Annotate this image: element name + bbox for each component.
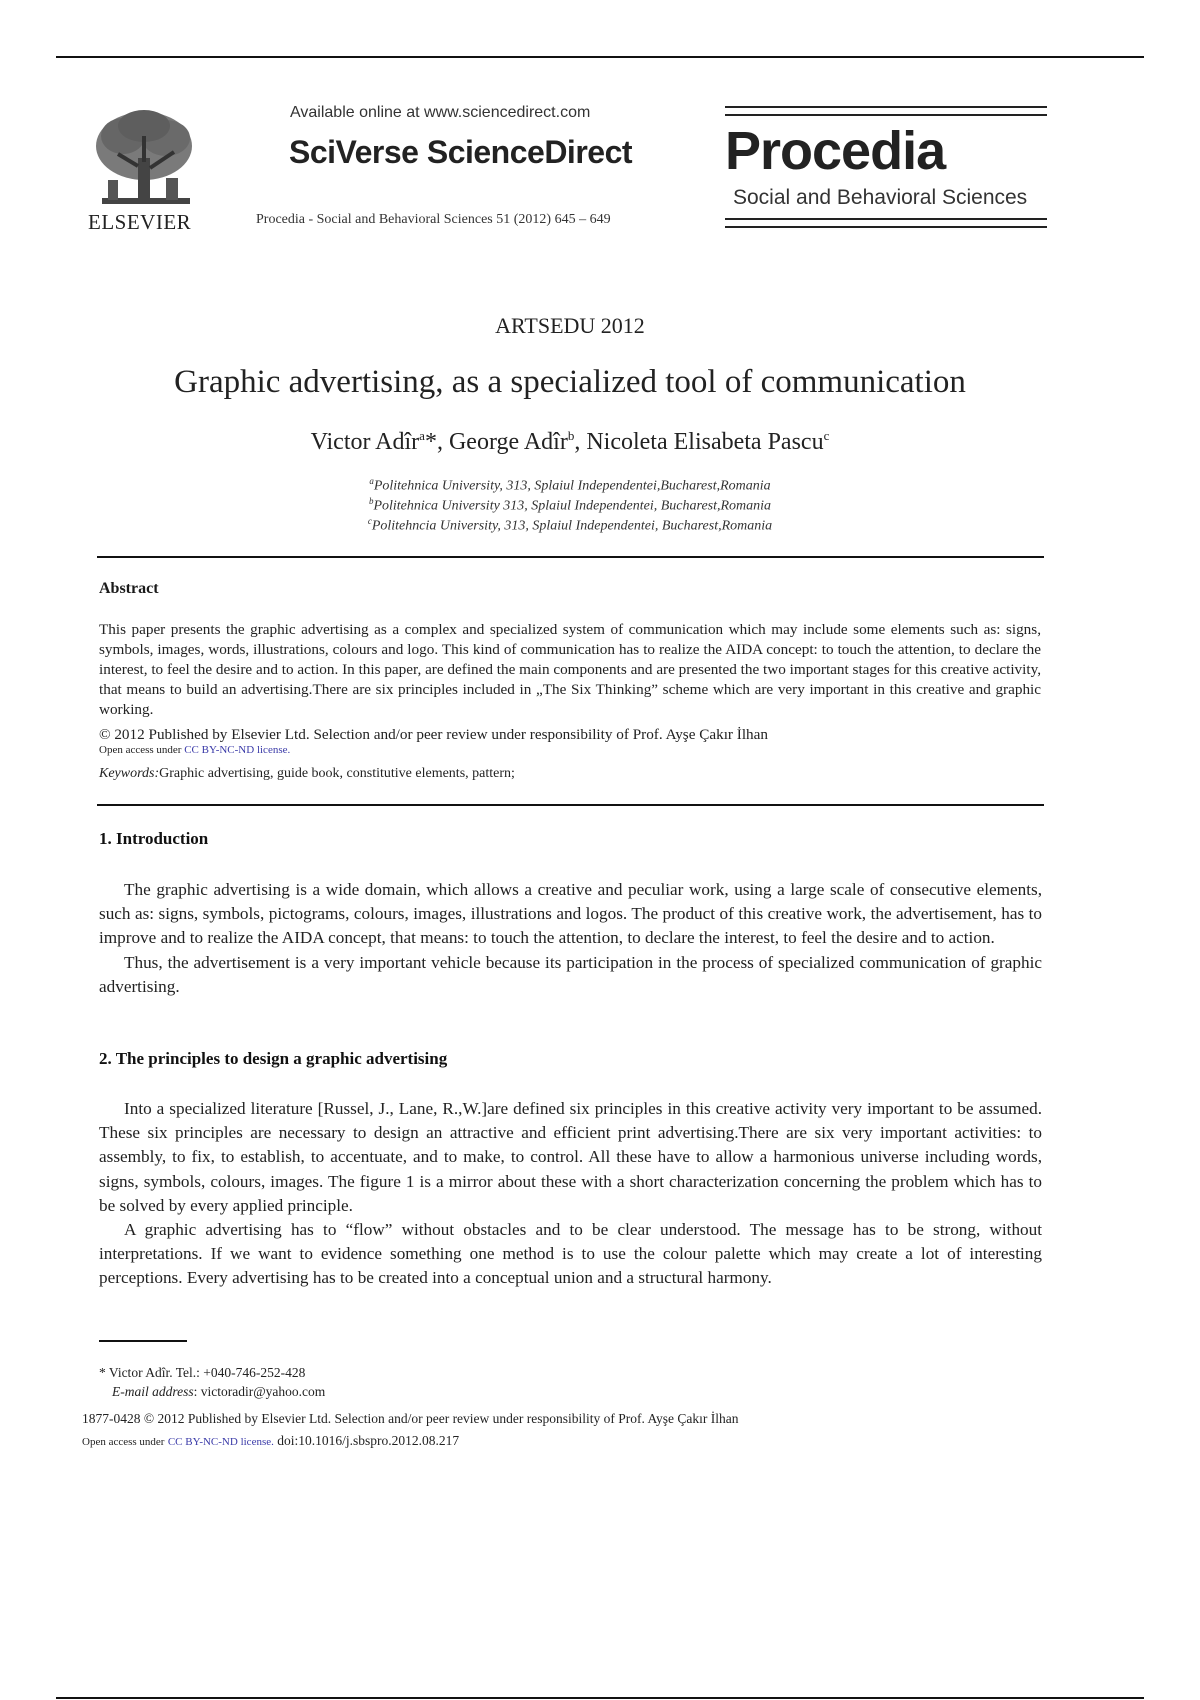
issn-line: 1877-0428 © 2012 Published by Elsevier Ltd. Selection and/or peer review under responsibility of Prof. Ayşe Çakır İlhan bbox=[82, 1411, 739, 1426]
copyright-text: © 2012 Published by Elsevier Ltd. Selection and/or peer review under responsibility of Prof. Ayşe Çakır İlhan bbox=[99, 726, 768, 743]
author-name: Nicoleta Elisabeta Pascu bbox=[586, 429, 824, 455]
publisher-name: ELSEVIER bbox=[88, 210, 192, 234]
procedia-rule-bottom-2 bbox=[725, 226, 1047, 228]
conference-name: ARTSEDU 2012 bbox=[495, 313, 645, 338]
affiliation bbox=[0, 516, 1140, 535]
author-name: Victor Adîr bbox=[310, 429, 420, 455]
open-access-prefix: Open access under bbox=[99, 744, 182, 756]
section-body bbox=[99, 1097, 1042, 1291]
affiliation-text: Politehnica University 313, Splaiul Independentei, Bucharest,Romania bbox=[373, 498, 772, 514]
affiliation bbox=[0, 476, 1140, 495]
platform-logo-text: SciVerse ScienceDirect bbox=[289, 134, 633, 170]
procedia-rule-top-1 bbox=[725, 106, 1047, 108]
bottom-rule bbox=[56, 1697, 1144, 1699]
section-heading: 1. Introduction bbox=[99, 829, 209, 848]
affiliation-sup: b bbox=[368, 496, 374, 506]
paragraph: Into a specialized literature [Russel, J., Lane, R.,W.]are defined six principles in this creative activity very important to be assumed. These six principles are necessary to design an attractive and efficient print advertising.There are six very important activities: to assembly, to fix, to establish, to accentuate, and to make, to control. All these have to allow a harmonious universe including words, signs, symbols, colours, images. The figure 1 is a mirror about these with a short characterization concerning the problem which has to be solved by every applied principle. bbox=[99, 1099, 1042, 1215]
email-address[interactable]: : victoradir@yahoo.com bbox=[193, 1384, 326, 1399]
affiliation-text: Politehnica University, 313, Splaiul Independentei,Bucharest,Romania bbox=[373, 478, 771, 494]
affiliation-text: Politehncia University, 313, Splaiul Independentei, Bucharest,Romania bbox=[371, 518, 773, 534]
doi[interactable]: doi:10.1016/j.sbspro.2012.08.217 bbox=[277, 1433, 460, 1448]
procedia-rule-bottom-1 bbox=[725, 218, 1047, 220]
paragraph: The graphic advertising is a wide domain, which allows a creative and peculiar work, using a large scale of consecutive elements, such as: signs, symbols, pictograms, colours, images, illustrations and logos. The product of this creative work, the advertisement, has to improve and to realize the AIDA concept, that means: to touch the attention, to declare the interest, to feel the desire and to action. bbox=[99, 880, 1042, 948]
author-name: George Adîr bbox=[448, 429, 568, 455]
abstract-heading: Abstract bbox=[99, 580, 159, 597]
license-link[interactable]: CC BY-NC-ND license. bbox=[167, 1436, 274, 1448]
keywords-text: Graphic advertising, guide book, constitutive elements, pattern; bbox=[159, 766, 515, 781]
abstract-text: This paper presents the graphic advertising as a complex and specialized system of communication which may include some elements such as: signs, symbols, images, words, illustrations, colours and logo. This kind of communication has to realize the AIDA concept: to touch the attention, to declare the interest, to feel the desire and to action. In this paper, are defined the main components and are presented the two important stages for this creative activity, that means to build an advertising.There are six principles included in „The Six Thinking” scheme which are very important in this creative and graphic working. bbox=[99, 621, 1041, 718]
email-label: E-mail address bbox=[112, 1384, 194, 1399]
journal-name: Procedia bbox=[725, 121, 946, 181]
paragraph: Thus, the advertisement is a very important vehicle because its participation in the process of specialized communication of graphic advertising. bbox=[99, 952, 1042, 996]
affiliation-sup: c bbox=[367, 516, 372, 526]
keywords bbox=[99, 766, 515, 782]
journal-citation: Procedia - Social and Behavioral Sciences 51 (2012) 645 – 649 bbox=[256, 212, 611, 227]
procedia-rule-top-2 bbox=[725, 114, 1047, 116]
procedia-logo bbox=[725, 106, 1047, 230]
corresponding-mark: * bbox=[424, 429, 437, 455]
abstract-rule-top bbox=[97, 556, 1044, 558]
affiliation bbox=[0, 496, 1140, 515]
keywords-label: Keywords: bbox=[99, 766, 160, 781]
footnote-rule bbox=[99, 1340, 187, 1342]
available-online-text[interactable]: Available online at www.sciencedirect.com bbox=[290, 104, 591, 121]
journal-subtitle: Social and Behavioral Sciences bbox=[733, 186, 1028, 209]
footer-open-access bbox=[82, 1433, 459, 1449]
footnote-email bbox=[112, 1384, 325, 1400]
paper-title: Graphic advertising, as a specialized tool of communication bbox=[174, 364, 966, 400]
section-heading: 2. The principles to design a graphic advertising bbox=[99, 1049, 448, 1068]
open-access-prefix: Open access under bbox=[82, 1436, 165, 1448]
author-list: Victor Adîr$^a$*, George Adîr$^b$, Nicoleta Elisabeta Pascu$^c$ bbox=[310, 428, 830, 455]
author-sup: c bbox=[823, 428, 830, 443]
license-link[interactable]: CC BY-NC-ND license. bbox=[184, 744, 291, 756]
abstract-copyright bbox=[99, 726, 768, 756]
paragraph: A graphic advertising has to “flow” without obstacles and to be clear understood. The message has to be strong, without interpretations. If we want to evidence something one method is to use the colour palette which may create a lot of interesting perceptions. Every advertising has to be created into a conceptual union and a structural harmony. bbox=[99, 1220, 1042, 1288]
open-access-line bbox=[99, 744, 768, 756]
affiliation-sup: a bbox=[369, 476, 374, 486]
section-body bbox=[99, 878, 1042, 999]
top-rule bbox=[56, 56, 1144, 58]
abstract-rule-bottom bbox=[97, 804, 1044, 806]
author-sup: a bbox=[419, 428, 425, 443]
author-sup: b bbox=[567, 428, 575, 443]
footnote-contact: * Victor Adîr. Tel.: +040-746-252-428 bbox=[99, 1365, 306, 1380]
